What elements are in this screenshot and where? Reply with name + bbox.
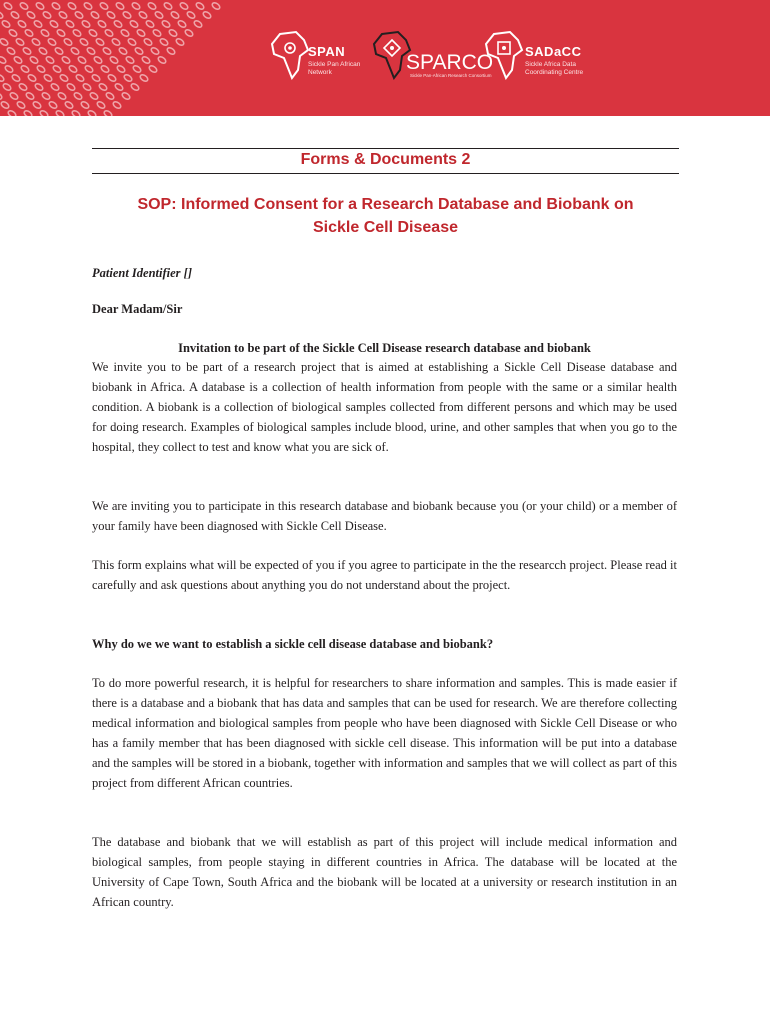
chain-link [202,10,212,19]
chain-link [138,10,148,19]
chain-link [105,91,115,100]
chain-link [54,46,64,55]
chain-link [134,46,144,55]
chain-link [11,73,21,82]
paragraph-reason: We are inviting you to participate in this research database and biobank because you (or your child) or a member of your family have been diagnosed with Sickle Cell Disease. [92,499,677,533]
chain-link [141,55,151,64]
chain-link [104,28,114,37]
chain-link [177,19,187,28]
chain-link [88,28,98,37]
africa-map-icon [270,30,310,80]
chain-link [121,91,131,100]
chain-link [98,82,108,91]
chain-link [58,10,68,19]
logo-name: SPARCO [406,51,494,74]
chain-link [168,28,178,37]
chain-link [114,82,124,91]
chain-link [83,1,93,10]
chain-link [112,100,122,109]
chain-link [47,37,57,46]
chain-link [49,19,59,28]
chain-link [40,28,50,37]
sparco-logo [372,30,494,82]
paragraph-location: The database and biobank that we will establish as part of this project will include medical information and biological samples, from people staying in different countries in Africa. The database will be located at the University of Cape Town, South Africa and the biobank will be located at a university or research institution in an African country. [92,835,677,909]
chain-link [19,1,29,10]
chain-link [99,1,109,10]
chain-link [27,73,37,82]
chain-link [186,10,196,19]
chain-link [152,28,162,37]
chain-link [148,64,158,73]
chain-link [45,55,55,64]
chain-link [193,19,203,28]
chain-link [77,55,87,64]
chain-link [91,73,101,82]
chain-link [82,82,92,91]
chain-link [34,82,44,91]
logo-subtitle: Network [308,69,332,76]
chain-link [96,100,106,109]
chain-link [17,19,27,28]
chain-link [102,46,112,55]
chain-link [154,10,164,19]
chain-link [80,100,90,109]
chain-link [0,55,7,64]
chain-link [63,37,73,46]
chain-link [42,10,52,19]
chain-link [163,1,173,10]
chain-link [2,82,12,91]
chain-link [157,55,167,64]
chain-link [90,10,100,19]
chain-link [0,100,10,109]
chain-link [0,91,3,100]
chain-link [36,64,46,73]
chain-link [31,37,41,46]
chain-link [74,10,84,19]
chain-link [159,37,169,46]
chain-pattern-decoration [0,0,230,116]
chain-link [8,28,18,37]
chain-link [127,37,137,46]
chain-link [50,82,60,91]
africa-map-icon [484,30,524,80]
chain-link [106,10,116,19]
chain-link [67,1,77,10]
chain-link [6,46,16,55]
chain-link [9,91,19,100]
document-title [92,193,679,239]
top-rule [92,148,679,149]
chain-link [120,28,130,37]
chain-link [64,100,74,109]
chain-link [179,1,189,10]
bottom-rule [92,173,679,174]
chain-link [59,73,69,82]
chain-link [48,100,58,109]
chain-link [122,10,132,19]
chain-link [0,37,9,46]
paragraph-purpose: To do more powerful research, it is helpful for researchers to share information and samples. This is made easier if there is a database and a biobank that has data and samples that can be used for research. We are therefore collecting medical information and biological samples from people who have been diagnosed with Sickle Cell Disease or who has a family member that has been diagnosed with sickle cell disease. This information will be put into a database and the samples will be stored in a biobank, together with information and samples that we will collect as part of this project from different African countries. [92,676,677,790]
chain-link [3,1,13,10]
logo-subtitle: Sickle Pan-African Research Consortium [410,73,492,78]
chain-link [39,109,49,116]
chain-link [23,109,33,116]
chain-link [93,55,103,64]
chain-link [111,37,121,46]
chain-link [10,10,20,19]
chain-link [25,91,35,100]
chain-link [116,64,126,73]
chain-link [41,91,51,100]
chain-link [97,19,107,28]
chain-link [75,73,85,82]
chain-link [195,1,205,10]
chain-link [103,109,113,116]
chain-link [16,100,26,109]
logo-subtitle: Sickle Pan African [308,61,361,68]
chain-link [72,28,82,37]
chain-link [175,37,185,46]
chain-link [29,55,39,64]
chain-link [57,91,67,100]
logo-name: SPAN [308,44,346,59]
chain-link [0,10,4,19]
chain-link [132,64,142,73]
chain-link [15,37,25,46]
chain-link [145,19,155,28]
chain-link [89,91,99,100]
chain-link [87,109,97,116]
chain-link [32,100,42,109]
logo-subtitle: Coordinating Centre [525,69,584,76]
chain-link [68,64,78,73]
chain-link [22,46,32,55]
chain-link [38,46,48,55]
document-title-line: Sickle Cell Disease [313,219,458,236]
chain-link [125,55,135,64]
chain-link [150,46,160,55]
invitation-heading: Invitation to be part of the Sickle Cell Disease research database and biobank [178,341,591,355]
chain-link [211,1,221,10]
chain-link [56,28,66,37]
chain-link [170,10,180,19]
chain-link [0,73,5,82]
logo-subtitle: Sickle Africa Data [525,61,576,68]
chain-link [130,82,140,91]
chain-link [129,19,139,28]
chain-link [118,46,128,55]
paragraph-form-explanation: This form explains what will be expected of you if you agree to participate in the the researcch project. Please read it carefully and ask questions about anything you do not understand about the project. [92,558,677,592]
chain-link [107,73,117,82]
section-title: Forms & Documents 2 [300,151,471,168]
chain-link [161,19,171,28]
document-title-line: SOP: Informed Consent for a Research Database and Biobank on [137,196,634,213]
chain-link [139,73,149,82]
chain-link [79,37,89,46]
chain-link [109,55,119,64]
why-heading: Why do we we want to establish a sickle cell disease database and biobank? [92,637,494,651]
chain-link [73,91,83,100]
chain-link [166,46,176,55]
chain-link [123,73,133,82]
chain-link [61,55,71,64]
chain-link [24,28,34,37]
chain-link [7,109,17,116]
chain-link [113,19,123,28]
chain-link [33,19,43,28]
paragraph-invitation: We invite you to be part of a research project that is aimed at establishing a Sickle Cell Disease database and biobank in Africa. A database is a collection of health information from people with the same or a similar health condition. A biobank is a collection of biological samples collected from different persons and which may be used for doing research. Examples of biological samples include blood, urine, and other samples that when you go to the hospital, they collect to test and know what you are sick of. [92,360,677,454]
chain-link [136,28,146,37]
salutation: Dear Madam/Sir [92,302,183,316]
chain-link [26,10,36,19]
chain-link [55,109,65,116]
chain-link [143,37,153,46]
chain-link [86,46,96,55]
chain-link [70,46,80,55]
chain-link [18,82,28,91]
chain-link [66,82,76,91]
chain-link [13,55,23,64]
chain-link [43,73,53,82]
patient-identifier: Patient Identifier [] [92,266,192,280]
chain-link [71,109,81,116]
chain-link [20,64,30,73]
header-banner [0,0,770,116]
chain-link [131,1,141,10]
chain-link [100,64,110,73]
chain-link [51,1,61,10]
chain-link [52,64,62,73]
chain-link [35,1,45,10]
chain-link [65,19,75,28]
chain-link [147,1,157,10]
chain-link [81,19,91,28]
span-logo [270,30,380,82]
chain-link [1,19,11,28]
chain-link [95,37,105,46]
chain-link [184,28,194,37]
logo-name: SADaCC [525,44,582,59]
chain-link [115,1,125,10]
sadacc-logo [484,30,604,82]
chain-link [84,64,94,73]
chain-link [4,64,14,73]
